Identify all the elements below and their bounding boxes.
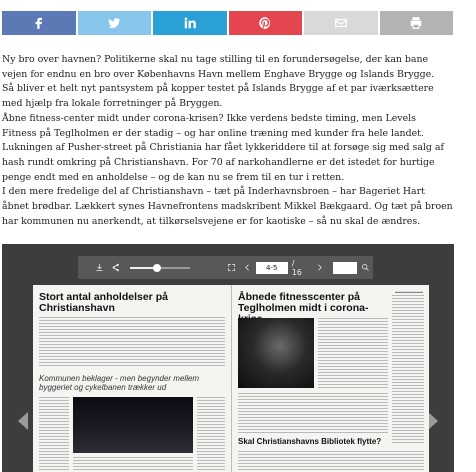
article-paragraph: Ny bro over havnen? Politikerne skal nu tage stilling til en forundersøgelse, der kan bane vejen for endnu en bro over Københavns Havn mellem Enghave Brygge og Islands Brygge. bbox=[2, 54, 435, 80]
pinterest-icon bbox=[258, 16, 272, 30]
pinterest-share-button[interactable] bbox=[229, 11, 303, 35]
twitter-share-button[interactable] bbox=[78, 11, 152, 35]
print-icon bbox=[409, 16, 423, 30]
article-paragraph: Åbne fitness-center midt under corona-krisen? Ikke verdens bedste timing, men Levels Fitness på Teglholmen er der stadig – og har online træning med kunder fra hele landet. bbox=[2, 112, 424, 139]
fitness-photo bbox=[238, 318, 314, 388]
linkedin-icon bbox=[183, 16, 197, 30]
arrow-left-icon bbox=[18, 412, 28, 430]
email-share-button[interactable] bbox=[304, 11, 378, 35]
night-photo bbox=[73, 397, 193, 453]
print-button[interactable] bbox=[380, 11, 454, 35]
share-bar bbox=[2, 11, 453, 35]
prev-page-icon[interactable] bbox=[240, 260, 256, 276]
page-subheadline: Kommunen beklager - men begynder mellem byggeriet og cykelbanen trækker ud bbox=[39, 374, 200, 392]
linkedin-share-button[interactable] bbox=[153, 11, 227, 35]
facebook-icon bbox=[32, 16, 46, 30]
page-bottom-headline: Skal Christianshavns Bibliotek flytte? bbox=[238, 437, 382, 446]
viewer-prev-arrow[interactable] bbox=[18, 412, 28, 430]
fullscreen-icon[interactable] bbox=[224, 260, 240, 276]
share-icon[interactable] bbox=[108, 260, 124, 276]
page-headline: Åbnede fitnesscenter på Teglholmen midt i corona- bbox=[238, 291, 369, 314]
pdf-flipbook-viewer[interactable] bbox=[2, 244, 454, 472]
article-body bbox=[2, 53, 453, 229]
viewer-search-input[interactable] bbox=[333, 262, 357, 274]
page-total: / 16 bbox=[291, 258, 302, 277]
newspaper-page-left bbox=[33, 285, 231, 472]
page-headline: Stort antal anholdelser på Christianshavn bbox=[39, 291, 168, 314]
page-masthead: ▬▬▬▬▬▬▬ bbox=[395, 289, 423, 294]
article-paragraph: Lukningen af Pusher-street på Christiania har fået lykkeriddere til at forsøge sig med salg af hash rundt omkring på Christianshavn. For 70 af narkohandlerne er det istedet for hurtige penge endt med en anholdelse – og de kan nu se frem til en tur i retten. bbox=[2, 142, 444, 183]
download-icon[interactable] bbox=[92, 260, 108, 276]
article-paragraph: I den mere fredelige del af Christianshavn – tæt på Inderhavnsbroen – har Bageriet Hart åbnet brødbar. Lækkert synes Havnefrontens madskribent Mikkel Bækgaard. Og tæt på broen har kommunen nu anerkendt, at tilkørselsvejene er for kaotiske – så nu skal de ændres. bbox=[2, 186, 453, 227]
zoom-slider-knob[interactable] bbox=[153, 264, 161, 272]
arrow-right-icon bbox=[428, 412, 438, 430]
facebook-share-button[interactable] bbox=[2, 11, 76, 35]
zoom-slider[interactable] bbox=[130, 261, 190, 275]
article-paragraph: Så bliver et helt nyt pantsystem på kopper testet på Islands Brygge af et par iværksættere med hjælp fra lokale forretninger på Bryggen. bbox=[2, 83, 434, 110]
mail-icon bbox=[334, 16, 348, 30]
next-page-icon[interactable] bbox=[311, 260, 327, 276]
newspaper-page-right bbox=[231, 285, 429, 472]
page-spread[interactable] bbox=[33, 285, 429, 472]
viewer-toolbar bbox=[78, 256, 373, 279]
search-icon[interactable] bbox=[357, 260, 373, 276]
viewer-next-arrow[interactable] bbox=[428, 412, 438, 430]
page-number-input[interactable] bbox=[256, 262, 288, 274]
twitter-icon bbox=[107, 16, 121, 30]
